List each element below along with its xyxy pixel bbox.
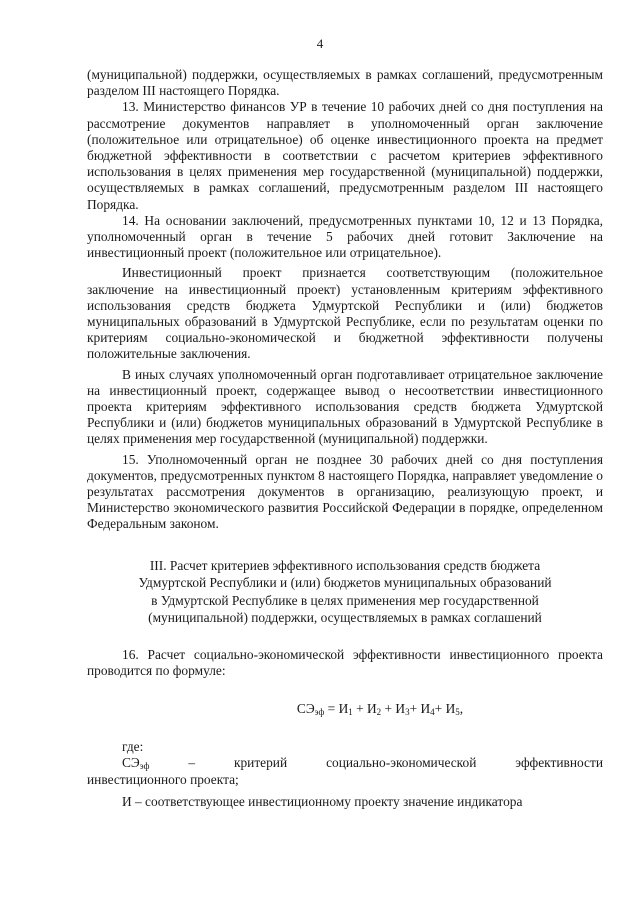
definition-sea-continuation: инвестиционного проекта;	[87, 771, 239, 787]
section-heading-line-3: в Удмуртской Республике в целях применения мер государственной	[151, 592, 539, 608]
paragraph-intro-continuation: (муниципальной) поддержки, осуществляемых в рамках соглашений, предусмотренным разделом III настоящего Порядка.	[87, 67, 603, 99]
definition-indicator: И – соответствующее инвестиционному проекту значение индикатора	[122, 793, 523, 809]
definition-sea: $СЭ_{эф}$ – критерий социально-экономической эффективности инвестиционного проекта;	[87, 755, 603, 787]
paragraph-13: 13. Министерство финансов УР в течение 10 рабочих дней со дня поступления на рассмотрение документов направляет в уполномоченный орган заключение (положительное или отрицательное) об оценке инвестиционного проекта на предмет бюджетной эффективности в соответствии с расчетом критериев эффективного использования в целях применения мер государственной (муниципальной) поддержки, осуществляемых в рамках соглашений, предусмотренным разделом III настоящего Порядка.	[87, 99, 603, 212]
page-number: 4	[316, 36, 324, 51]
paragraph-14: 14. На основании заключений, предусмотренных пунктами 10, 12 и 13 Порядка, уполномоченный орган в течение 5 рабочих дней готовит Заключение на инвестиционный проект (положительное или отрицательное).	[87, 212, 603, 261]
paragraph-14-negative-conclusion: В иных случаях уполномоченный орган подготавливает отрицательное заключение на инвестиционный проект, содержащее вывод о несоответствии инвестиционного проекта критериям эффективного использования средств бюджета Удмуртской Республики и (или) бюджетов муниципальных образований в Удмуртской Республике в целях применения мер государственной (муниципальной) поддержки.	[87, 366, 603, 447]
section-heading-line-1: III. Расчет критериев эффективного использования средств бюджета	[149, 557, 541, 573]
paragraph-14-positive-conclusion: Инвестиционный проект признается соответствующим (положительное заключение на инвестиционный проект) установленным критериям эффективного использования средств бюджета Удмуртской Республики и (или) бюджетов муниципальных образований в Удмуртской Республике, если по результатам оценки по критериям социально-экономической и бюджетной эффективности получены положительные заключения.	[87, 265, 603, 362]
definition-term: $СЭ_{эф}$	[122, 755, 150, 772]
paragraph-16: 16. Расчет социально-экономической эффективности инвестиционного проекта проводится по формуле:	[87, 646, 603, 678]
where-label: где:	[122, 739, 144, 755]
document-body	[87, 67, 603, 810]
formula-socio-economic-efficiency: $СЭ_{эф} = И_1 + И_2 + И_3+ И_4+ И_5$,	[296, 701, 464, 718]
section-heading-line-4: (муниципальной) поддержки, осуществляемых в рамках соглашений	[148, 610, 542, 626]
paragraph-15: 15. Уполномоченный орган не позднее 30 рабочих дней со дня поступления документов, предусмотренных пунктом 8 настоящего Порядка, направляет уведомление о результатах рассмотрения документов в организацию, реализующую проект, и Министерство экономического развития Российской Федерации в порядке, определенном Федеральным законом.	[87, 451, 603, 532]
section-heading-line-2: Удмуртской Республики и (или) бюджетов муниципальных образований	[138, 575, 552, 591]
section-heading	[87, 557, 603, 627]
